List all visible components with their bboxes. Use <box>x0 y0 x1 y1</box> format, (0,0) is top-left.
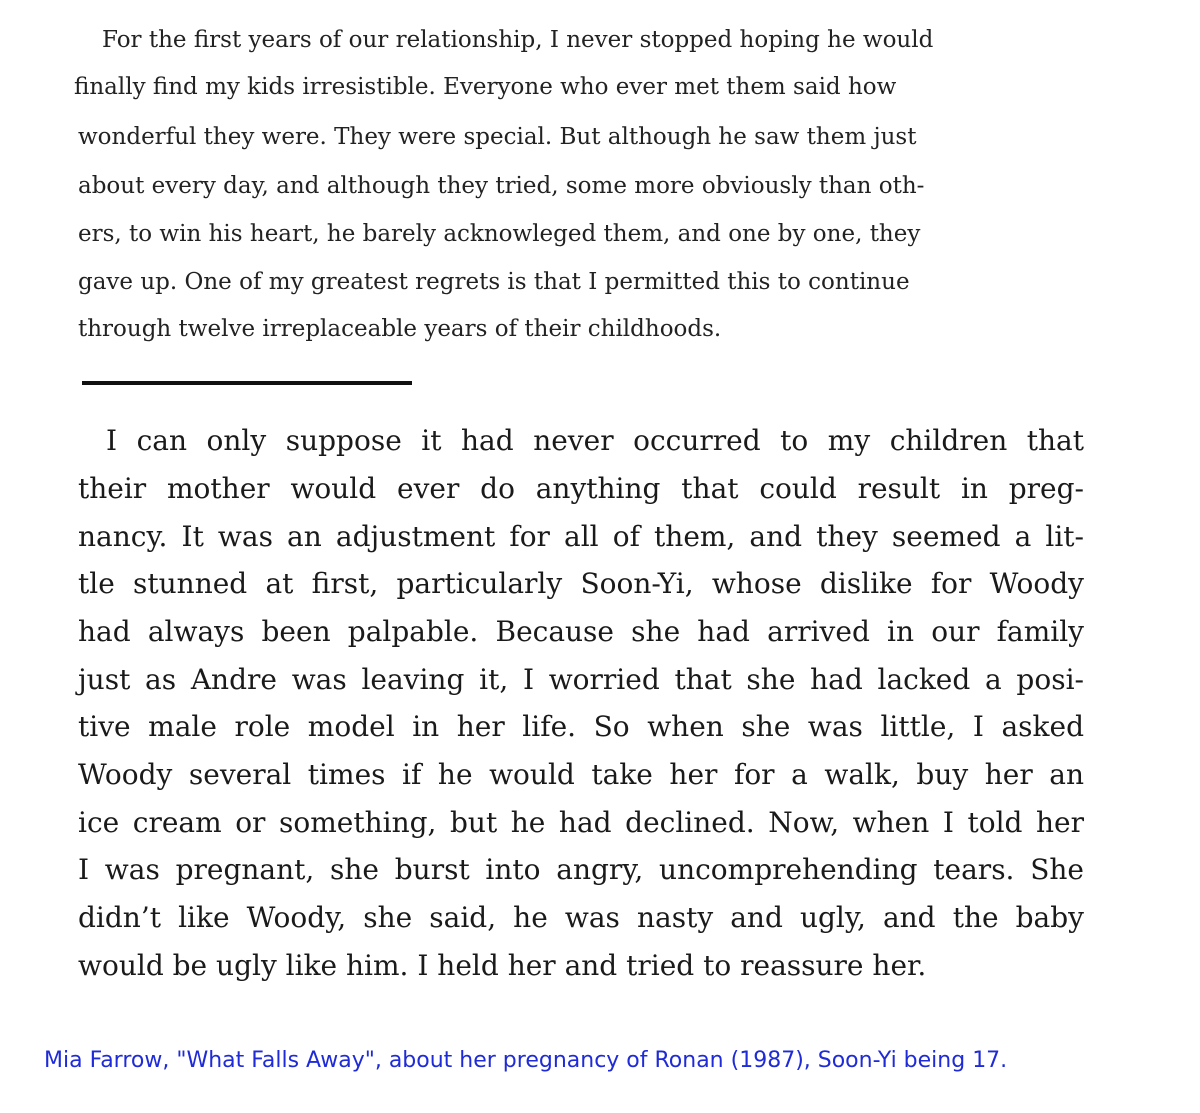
excerpt-bottom-line: just as Andre was leaving it, I worried that she had lacked a posi- <box>78 663 1084 696</box>
excerpt-top-line: wonderful they were. They were special. But although he saw them just <box>78 124 917 150</box>
excerpt-bottom-line: didn’t like Woody, she said, he was nasty and ugly, and the baby <box>78 901 1084 934</box>
excerpt-bottom-line: had always been palpable. Because she had arrived in our family <box>78 615 1084 648</box>
excerpt-bottom-line: ice cream or something, but he had declined. Now, when I told her <box>78 806 1084 839</box>
excerpt-bottom-line: nancy. It was an adjustment for all of them, and they seemed a lit- <box>78 520 1084 553</box>
excerpt-bottom-line: tle stunned at first, particularly Soon-Yi, whose dislike for Woody <box>78 567 1084 600</box>
excerpt-bottom-line: Woody several times if he would take her for a walk, buy her an <box>78 758 1084 791</box>
excerpt-top-line: For the first years of our relationship, I never stopped hoping he would <box>102 27 934 53</box>
excerpt-top-line: about every day, and although they tried, some more obviously than oth- <box>78 173 925 199</box>
excerpt-top-line: ers, to win his heart, he barely acknowleged them, and one by one, they <box>78 221 921 247</box>
excerpt-top-line: finally find my kids irresistible. Everyone who ever met them said how <box>74 74 897 100</box>
section-divider <box>82 381 412 385</box>
excerpt-bottom-line: would be ugly like him. I held her and tried to reassure her. <box>78 949 927 982</box>
excerpt-bottom-line: I can only suppose it had never occurred to my children that <box>106 424 1084 457</box>
excerpt-top-line: through twelve irreplaceable years of their childhoods. <box>78 316 722 342</box>
source-caption: Mia Farrow, "What Falls Away", about her pregnancy of Ronan (1987), Soon-Yi being 17. <box>44 1048 1008 1073</box>
excerpt-bottom-line: I was pregnant, she burst into angry, uncomprehending tears. She <box>78 853 1084 886</box>
excerpt-bottom-line: tive male role model in her life. So when she was little, I asked <box>78 710 1084 743</box>
excerpt-bottom-line: their mother would ever do anything that could result in preg- <box>78 472 1084 505</box>
excerpt-top-line: gave up. One of my greatest regrets is that I permitted this to continue <box>78 269 910 295</box>
